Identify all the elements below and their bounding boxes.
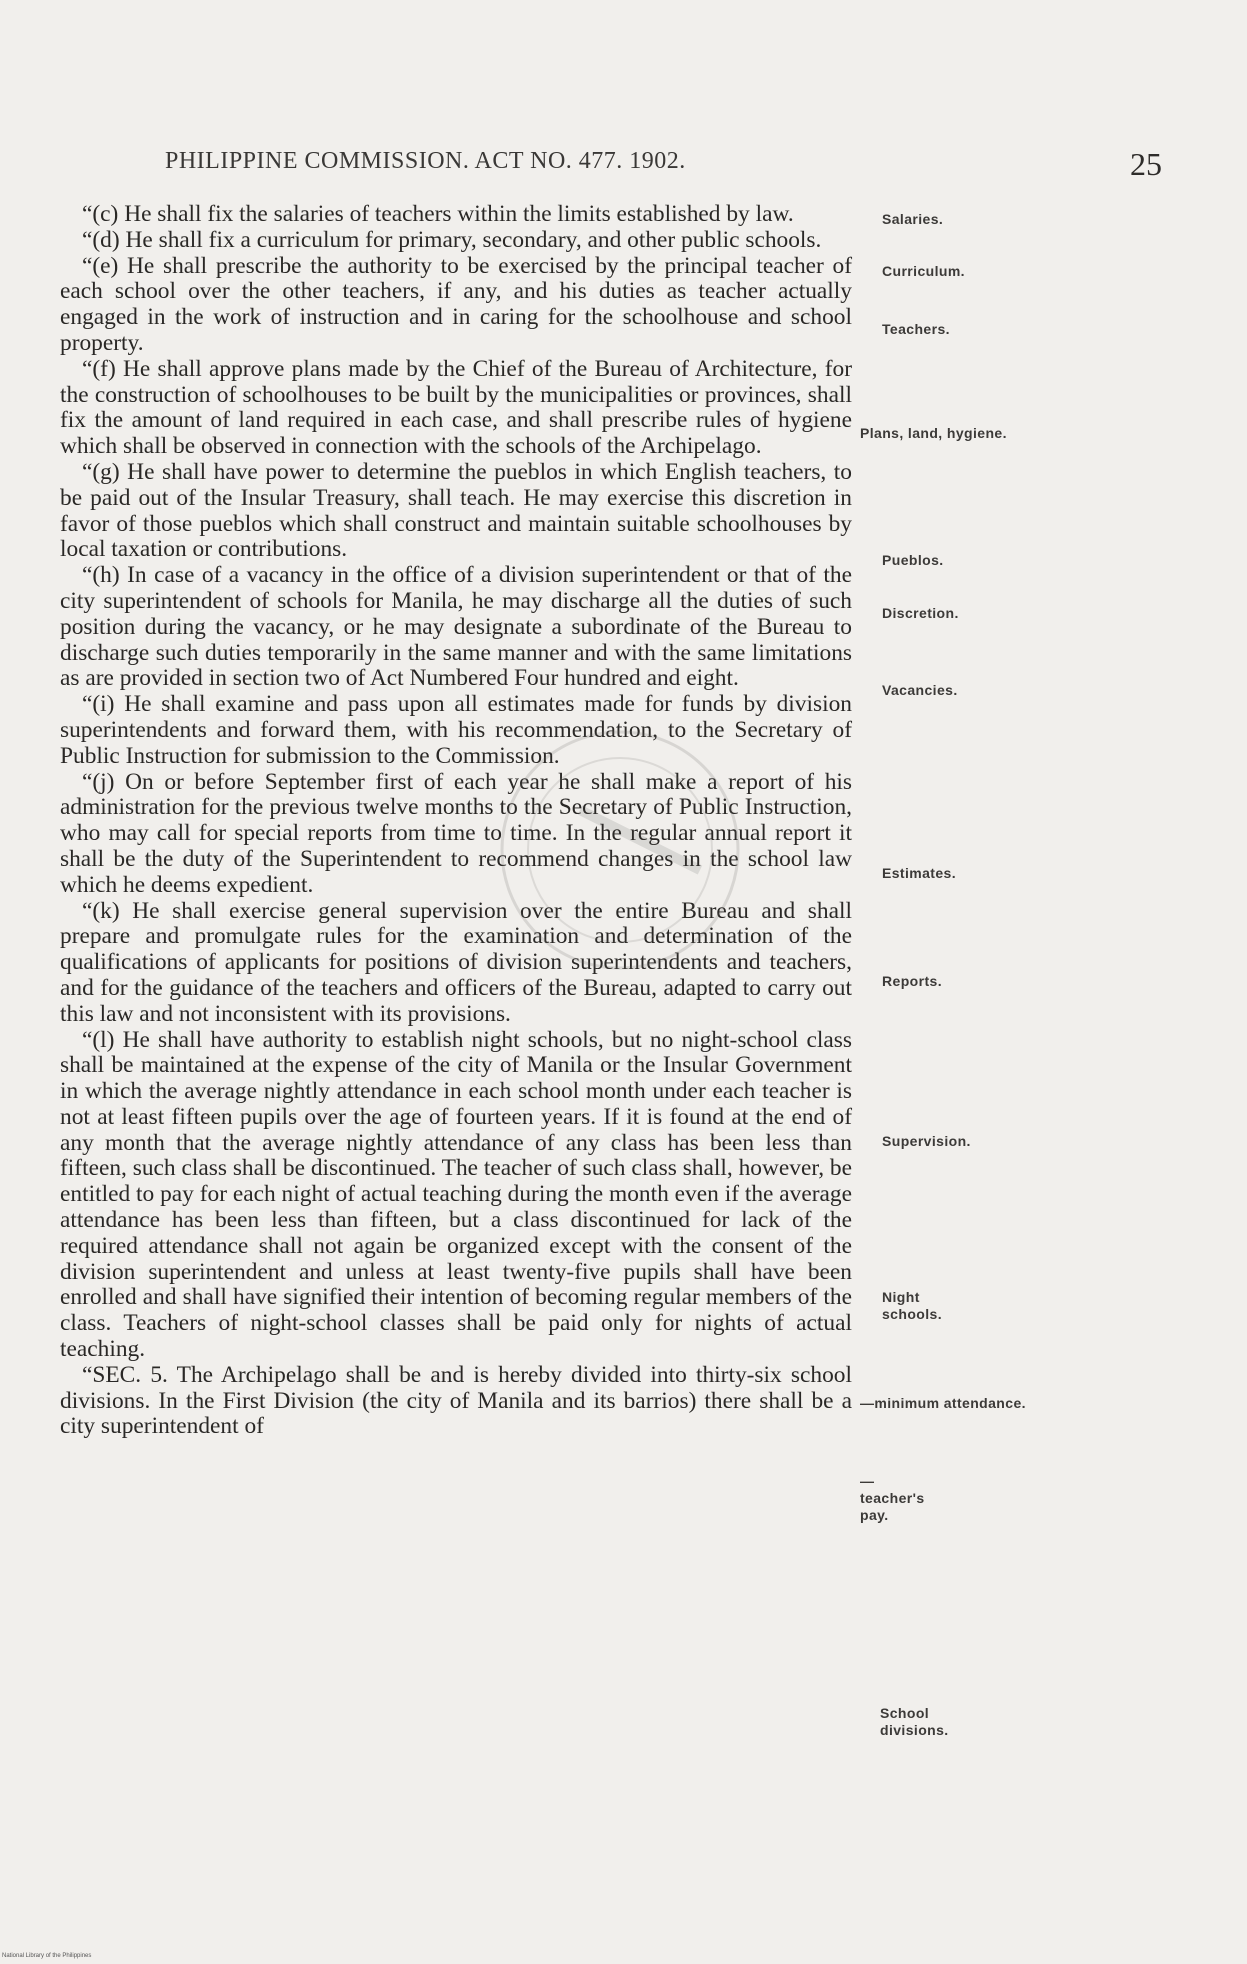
- note-plans-land-hygiene: Plans, land, hygiene.: [860, 425, 1007, 441]
- paragraph-sec-5: “SEC. 5. The Archipelago shall be and is hereby divided into thirty-six school divisions. In the First Division (the city of Manila and its barrios) there shall be a city superintendent of: [60, 1361, 852, 1440]
- note-teachers: Teachers.: [882, 321, 950, 337]
- library-footer: National Library of the Philippines: [2, 1953, 92, 1959]
- faded-seal-stamp: [470, 700, 770, 1000]
- running-head: PHILIPPINE COMMISSION. ACT NO. 477. 1902.: [165, 148, 686, 174]
- note-reports: Reports.: [882, 973, 942, 989]
- paragraph-k: “(k) He shall exercise general supervision over the entire Bureau and shall prepare and promulgate rules for the examination and determination of the qualifications of applicants for positions of division superintendents and teachers, and for the guidance of the teachers and officers of the Bureau, adapted to carry out this law and not inconsistent with its provisions.: [60, 897, 852, 1027]
- note-discretion: Discretion.: [882, 605, 959, 621]
- note-pueblos: Pueblos.: [882, 552, 944, 568]
- note-teachers-pay: —teacher's pay.: [860, 1473, 925, 1523]
- paragraph-f: “(f) He shall approve plans made by the Chief of the Bureau of Architecture, for the construction of schoolhouses to be built by the municipalities or provinces, shall fix the amount of land required in each case, and shall prescribe rules of hygiene which shall be observed in connection with the schools of the Archipelago.: [60, 355, 852, 460]
- note-school-divisions: School divisions.: [880, 1705, 949, 1738]
- paragraph-e: “(e) He shall prescribe the authority to be exercised by the principal teacher of each school over the other teachers, if any, and his duties as teacher actually engaged in the work of instruction and in caring for the schoolhouse and school property.: [60, 252, 852, 356]
- note-minimum-attendance: —minimum attendance.: [860, 1395, 1026, 1411]
- paragraph-i: “(i) He shall examine and pass upon all estimates made for funds by division superintendents and forward them, with his recommendation, to the Secretary of Public Instruction for submission to the Commission.: [60, 691, 852, 769]
- paragraph-d: “(d) He shall fix a curriculum for primary, secondary, and other public schools.: [82, 226, 822, 253]
- note-vacancies: Vacancies.: [882, 682, 958, 698]
- paragraph-c: “(c) He shall fix the salaries of teachers within the limits established by law.: [82, 201, 794, 227]
- paragraph-g: “(g) He shall have power to determine the pueblos in which English teachers, to be paid out of the Insular Treasury, shall teach. He may exercise this discretion in favor of those pueblos which shall construct and maintain suitable schoolhouses by local taxation or contributions.: [60, 458, 852, 563]
- page-number: 25: [1130, 146, 1162, 182]
- note-supervision: Supervision.: [882, 1133, 971, 1149]
- paragraph-j: “(j) On or before September first of each year he shall make a report of his administration for the previous twelve months to the Secretary of Public Instruction, who may call for special reports from time to time. In the regular annual report it shall be the duty of the Superintendent to recommend changes in the school law which he deems expedient.: [60, 768, 852, 898]
- paragraph-l: “(l) He shall have authority to establish night schools, but no night-school class shall be maintained at the expense of the city of Manila or the Insular Government in which the average nightly attendance in each school month under each teacher is not at least fifteen pupils over the age of fourteen years. If it is found at the end of any month that the average nightly attendance of any class has been less than fifteen, such class shall be discontinued. The teacher of such class shall, however, be entitled to pay for each night of actual teaching during the month even if the average attendance has been less than fifteen, but a class discontinued for lack of the required attendance shall not again be organized except with the consent of the division superintendent and unless at least twenty-five pupils shall have been enrolled and shall have signified their intention of becoming regular members of the class. Teachers of night-school classes shall be paid only for nights of actual teaching.: [60, 1026, 852, 1363]
- paragraph-h: “(h) In case of a vacancy in the office of a division superintendent or that of the city superintendent of schools for Manila, he may discharge all the duties of such position during the vacancy, or he may designate a subordinate of the Bureau to discharge such duties temporarily in the same manner and with the same limitations as are provided in section two of Act Numbered Four hundred and eight.: [60, 562, 852, 692]
- note-curriculum: Curriculum.: [882, 263, 965, 279]
- note-estimates: Estimates.: [882, 865, 957, 881]
- note-salaries: Salaries.: [882, 211, 944, 227]
- note-night-schools: Night schools.: [882, 1289, 942, 1322]
